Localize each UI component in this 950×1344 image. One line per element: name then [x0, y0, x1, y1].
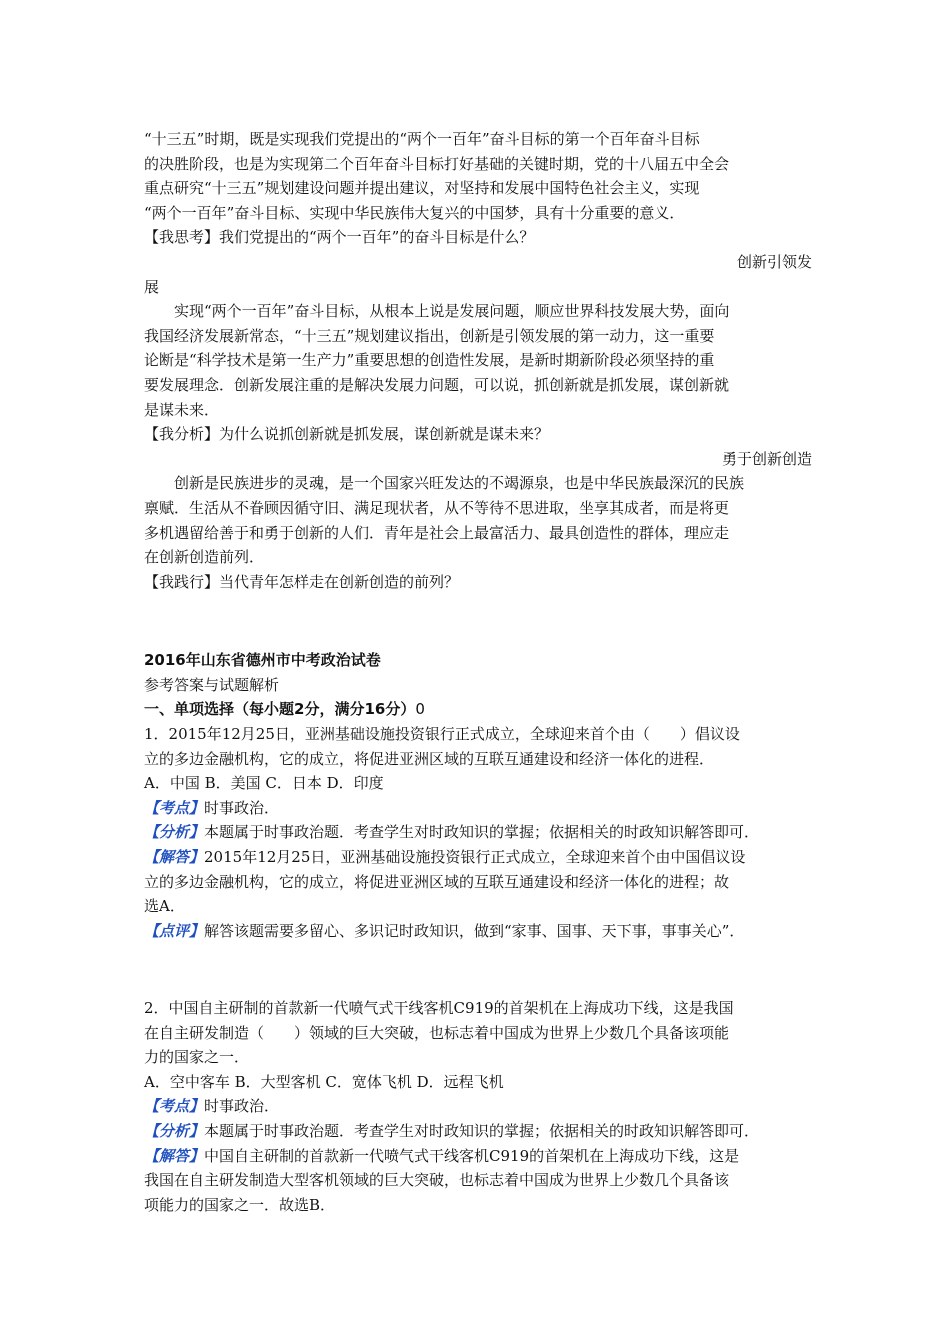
question-stem-line: 2．中国自主研制的首款新一代喷气式干线客机C919的首架机在上海成功下线，这是我国 [144, 999, 734, 1017]
innovation-line: 要发展理念．创新发展注重的是解决发展力问题，可以说，抓创新就是抓发展，谋创新就 [144, 375, 730, 394]
brave-line: 在创新创造前列． [144, 548, 265, 567]
innovation-line: 我国经济发展新常态，“十三五”规划建议指出，创新是引领发展的第一动力，这一重要 [144, 326, 715, 345]
intro-line: “十三五”时期，既是实现我们党提出的“两个一百年”奋斗目标的第一个百年奋斗目标 [144, 130, 700, 148]
fenxi-line [144, 820, 812, 845]
jieda-line [144, 1144, 812, 1169]
brave-line: 多机遇留给善于和勇于创新的人们．青年是社会上最富活力、最具创造性的群体，理应走 [144, 523, 730, 542]
kaodian-text: 时事政治． [204, 1097, 280, 1116]
fenxi-text: 本题属于时事政治题．考查学生对时政知识的掌握；依据相关的时政知识解答即可． [204, 823, 760, 842]
jieda-line [144, 845, 812, 870]
jieda-line: 选A． [144, 897, 185, 916]
question-stem-line: 力的国家之一． [144, 1048, 250, 1067]
question-stem-line: 在自主研发制造（ ）领域的巨大突破，也标志着中国成为世界上少数几个具备该项能 [144, 1023, 730, 1042]
kaodian-line [144, 796, 812, 821]
kaodian-line [144, 1094, 812, 1119]
fenxi-text: 本题属于时事政治题．考查学生对时政知识的掌握；依据相关的时政知识解答即可． [204, 1121, 760, 1140]
practice-question: 【我践行】当代青年怎样走在创新创造的前列？ [144, 572, 460, 591]
analyze-question: 【我分析】为什么说抓创新就是抓发展，谋创新就是谋未来？ [144, 425, 550, 444]
innovation-line: 论断是“科学技术是第一生产力”重要思想的创造性发展，是新时期新阶段必须坚持的重 [144, 351, 715, 370]
brave-section-title: 勇于创新创造 [721, 449, 812, 468]
dianping-text: 解答该题需要多留心、多识记时政知识，做到“家事、国事、天下事，事事关心”． [204, 921, 745, 940]
fenxi-line [144, 1119, 812, 1144]
section-heading [144, 697, 812, 722]
intro-line: 重点研究“十三五”规划建设问题并提出建议，对坚持和发展中国特色社会主义，实现 [144, 179, 700, 198]
innovation-section-title-wrap: 展 [144, 277, 160, 296]
exam-subtitle: 参考答案与试题解析 [144, 675, 280, 694]
think-question: 【我思考】我们党提出的“两个一百年”的奋斗目标是什么？ [144, 228, 535, 247]
question-options: A．空中客车 B．大型客机 C．宽体飞机 D．远程飞机 [144, 1072, 504, 1091]
question-stem-line: 立的多边金融机构，它的成立，将促进亚洲区域的互联互通建设和经济一体化的进程． [144, 749, 715, 768]
brave-line: 禀赋．生活从不眷顾因循守旧、满足现状者，从不等待不思进取，坐享其成者，而是将更 [144, 498, 730, 517]
fenxi-tag: 【分析】 [144, 823, 205, 842]
innovation-line: 实现“两个一百年”奋斗目标，从根本上说是发展问题，顺应世界科技发展大势，面向 [174, 302, 730, 321]
intro-paragraph [144, 127, 812, 594]
intro-line: 的决胜阶段，也是为实现第二个百年奋斗目标打好基础的关键时期，党的十八届五中全会 [144, 154, 730, 173]
question-2 [144, 996, 812, 1217]
jieda-line: 立的多边金融机构，它的成立，将促进亚洲区域的互联互通建设和经济一体化的进程；故 [144, 872, 730, 891]
innovation-section-title: 创新引领发 [736, 252, 812, 271]
jieda-tag: 【解答】 [144, 1146, 205, 1165]
jieda-line: 我国在自主研发制造大型客机领域的巨大突破，也标志着中国成为世界上少数几个具备该 [144, 1171, 730, 1190]
jieda-line: 项能力的国家之一．故选B． [144, 1195, 336, 1214]
question-stem-line: 1．2015年12月25日，亚洲基础设施投资银行正式成立，全球迎来首个由（ ）倡议设 [144, 725, 740, 743]
brave-line: 创新是民族进步的灵魂，是一个国家兴旺发达的不竭源泉，也是中华民族最深沉的民族 [174, 474, 745, 493]
kaodian-text: 时事政治． [204, 798, 280, 817]
dianping-line [144, 919, 812, 944]
jieda-text: 2015年12月25日，亚洲基础设施投资银行正式成立，全球迎来首个由中国倡议设 [204, 847, 746, 866]
jieda-text: 中国自主研制的首款新一代喷气式干线客机C919的首架机在上海成功下线，这是 [204, 1146, 740, 1165]
question-1 [144, 722, 812, 943]
exam-header [144, 648, 812, 722]
innovation-line: 是谋未来． [144, 400, 220, 419]
kaodian-tag: 【考点】 [144, 1097, 205, 1116]
exam-title: 2016年山东省德州市中考政治试卷 [144, 651, 381, 669]
kaodian-tag: 【考点】 [144, 798, 205, 817]
question-options: A．中国 B．美国 C．日本 D．印度 [144, 774, 384, 793]
intro-line: “两个一百年”奋斗目标、实现中华民族伟大复兴的中国梦，具有十分重要的意义． [144, 203, 685, 222]
dianping-tag: 【点评】 [144, 921, 205, 940]
section-heading-suffix: 0 [415, 700, 425, 719]
section-heading-text: 一、单项选择（每小题2分，满分16分） [144, 700, 416, 719]
jieda-tag: 【解答】 [144, 847, 205, 866]
fenxi-tag: 【分析】 [144, 1121, 205, 1140]
